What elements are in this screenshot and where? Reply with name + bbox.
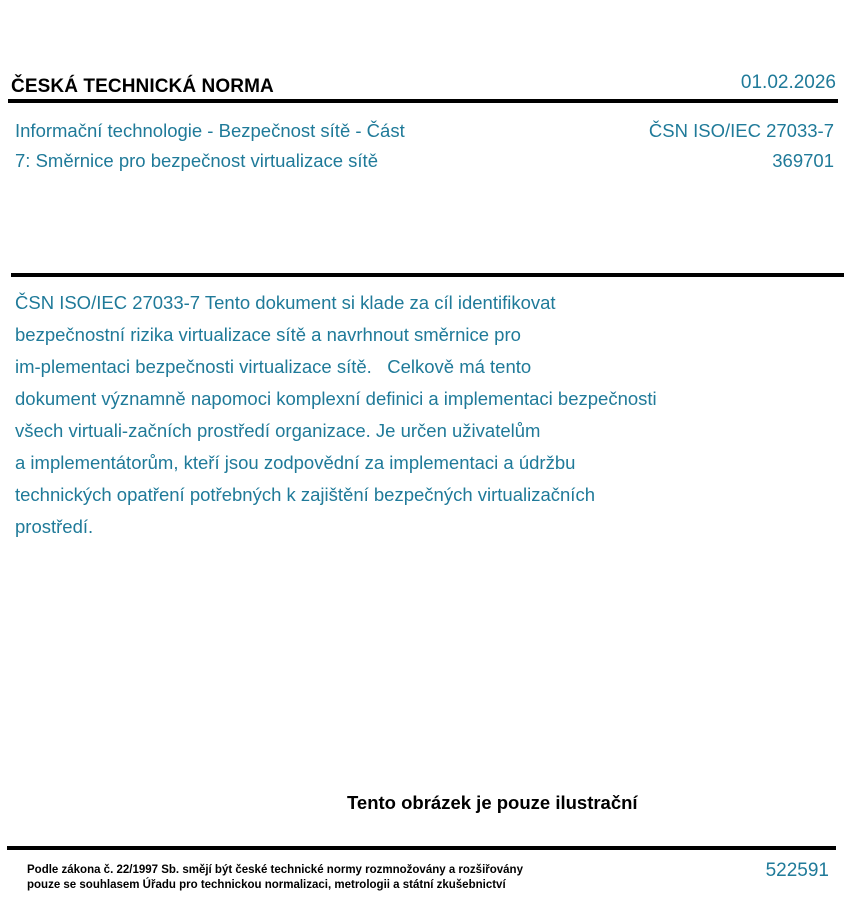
abstract-line: všech virtuali-začních prostředí organizace. Je určen uživatelům bbox=[15, 420, 541, 441]
norm-type-heading: ČESKÁ TECHNICKÁ NORMA bbox=[11, 76, 274, 97]
standard-title-line: 7: Směrnice pro bezpečnost virtualizace sítě bbox=[15, 150, 378, 171]
title-divider bbox=[11, 273, 844, 277]
legal-notice bbox=[27, 863, 523, 893]
norm-date: 01.02.2026 bbox=[740, 72, 836, 93]
footer-divider bbox=[7, 846, 836, 850]
abstract-line: prostředí. bbox=[15, 516, 94, 537]
abstract-line: technických opatření potřebných k zajištění bezpečných virtualizačních bbox=[15, 484, 595, 505]
abstract-line: a implementátorům, kteří jsou zodpovědní za implementaci a údržbu bbox=[15, 452, 576, 473]
legal-notice-line: pouze se souhlasem Úřadu pro technickou normalizaci, metrologii a státní zkušebnictví bbox=[27, 879, 506, 891]
standard-class-number: 369701 bbox=[772, 150, 834, 171]
standard-code: ČSN ISO/IEC 27033-7 bbox=[648, 120, 834, 141]
abstract-line: bezpečnostní rizika virtualizace sítě a navrhnout směrnice pro bbox=[15, 324, 521, 345]
standard-title bbox=[15, 116, 485, 176]
abstract-line: im-plementaci bezpečnosti virtualizace sítě. Celkově má tento bbox=[15, 356, 532, 377]
legal-notice-line: Podle zákona č. 22/1997 Sb. smějí být české technické normy rozmnožovány a rozšiřovány bbox=[27, 864, 523, 876]
illustration-note: Tento obrázek je pouze ilustrační bbox=[347, 792, 638, 813]
abstract-line: ČSN ISO/IEC 27033-7 Tento dokument si klade za cíl identifikovat bbox=[15, 292, 556, 313]
standard-title-line: Informační technologie - Bezpečnost sítě - Část bbox=[15, 120, 405, 141]
header-divider bbox=[8, 99, 838, 103]
document-number: 522591 bbox=[765, 860, 829, 881]
standard-identifiers bbox=[649, 116, 834, 176]
abstract-text bbox=[15, 287, 775, 543]
abstract-line: dokument významně napomoci komplexní definici a implementaci bezpečnosti bbox=[15, 388, 657, 409]
